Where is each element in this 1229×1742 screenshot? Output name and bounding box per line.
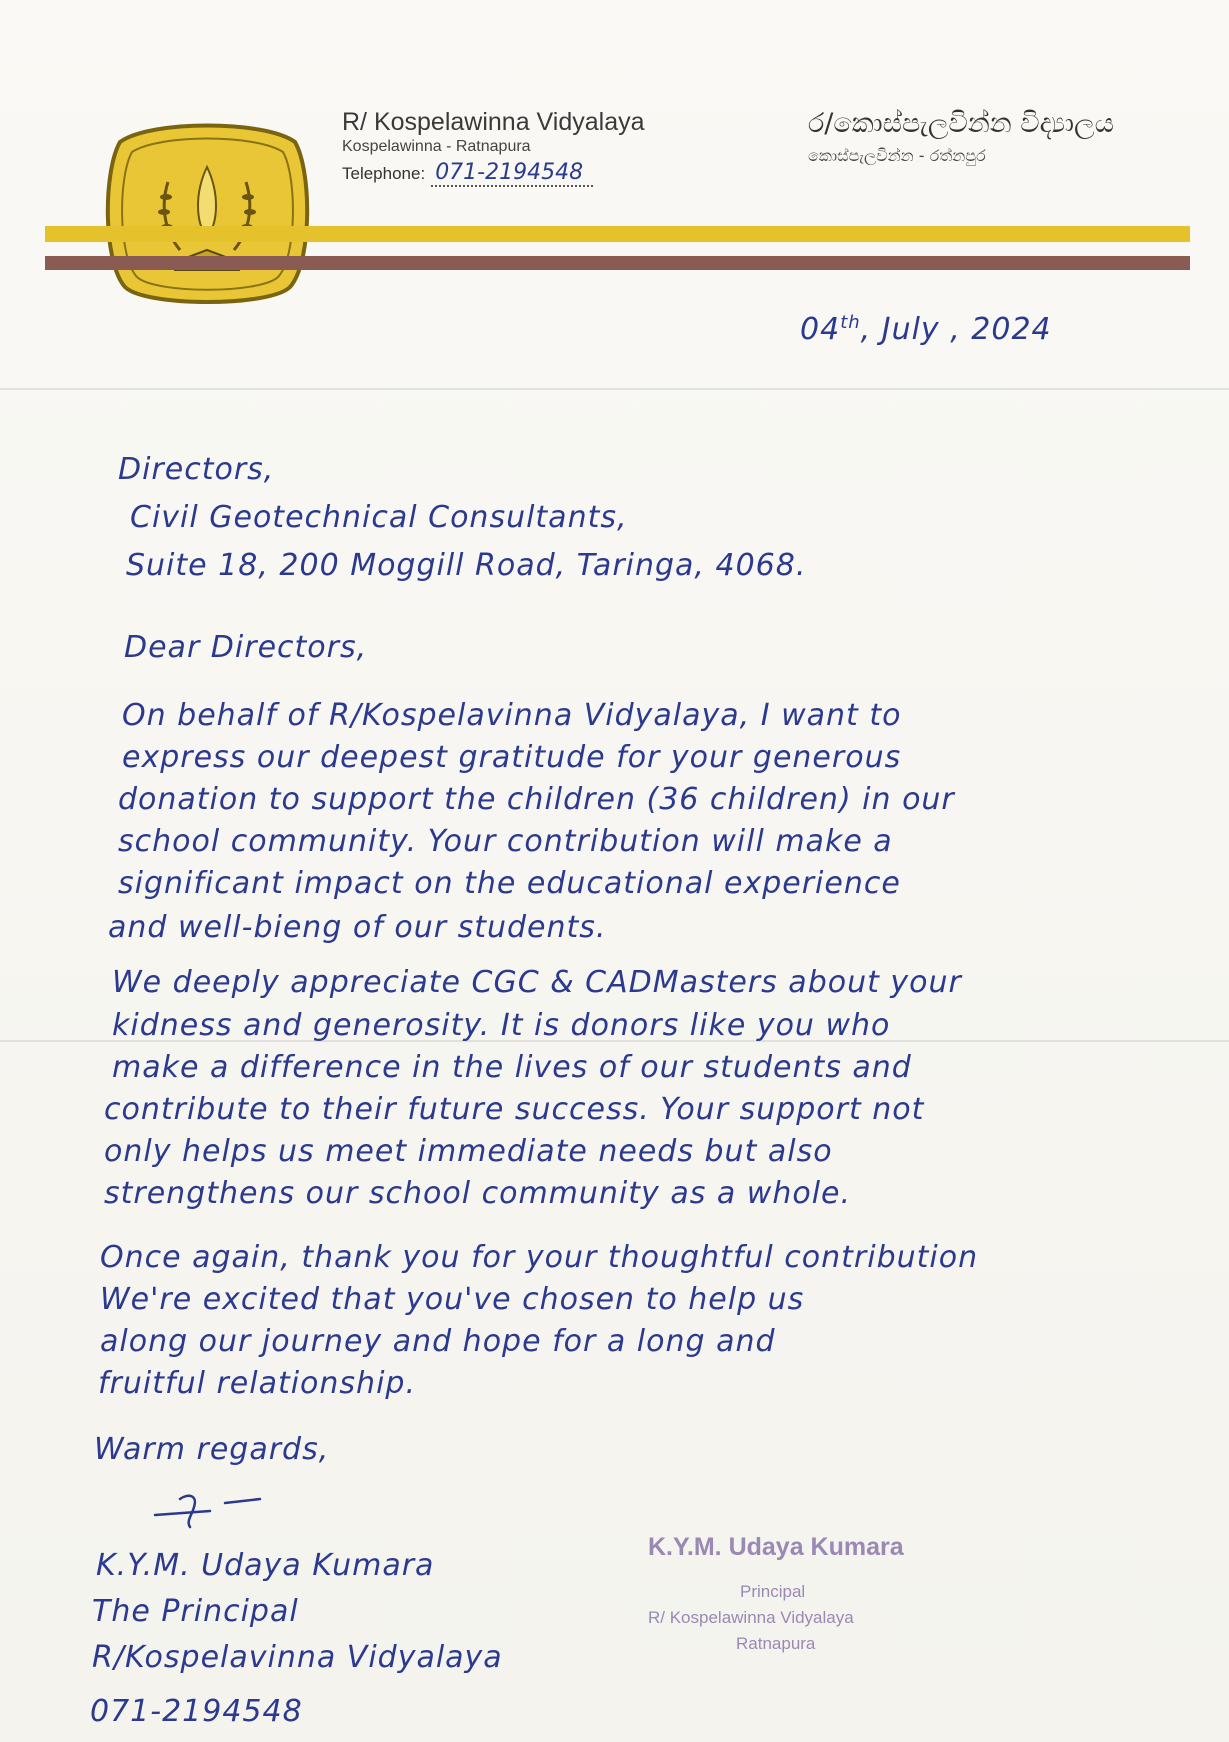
body-line: make a difference in the lives of our students and <box>112 1050 912 1085</box>
handwritten-signature <box>150 1485 330 1530</box>
body-line: along our journey and hope for a long and <box>100 1324 776 1359</box>
signoff-phone: 071-2194548 <box>90 1694 303 1729</box>
recipient-line: Civil Geotechnical Consultants, <box>130 500 628 535</box>
signoff-title: The Principal <box>92 1594 299 1629</box>
stamp-town: Ratnapura <box>736 1634 816 1653</box>
body-line: school community. Your contribution will make a <box>118 824 893 859</box>
closing: Warm regards, <box>94 1432 330 1467</box>
body-line: strengthens our school community as a whole. <box>104 1176 852 1211</box>
signoff-name: K.Y.M. Udaya Kumara <box>96 1548 435 1583</box>
telephone-value: 071-2194548 <box>431 160 593 187</box>
body-line: only helps us meet immediate needs but also <box>104 1134 833 1169</box>
letterhead-gold-bar <box>45 226 1190 242</box>
body-line: contribute to their future success. Your support not <box>104 1092 925 1127</box>
body-line: kidness and generosity. It is donors like you who <box>112 1008 891 1043</box>
signoff-school: R/Kospelavinna Vidyalaya <box>92 1640 503 1675</box>
body-line: significant impact on the educational experience <box>118 866 901 901</box>
body-line: express our deepest gratitude for your generous <box>122 740 902 775</box>
school-name-english: R/ Kospelawinna Vidyalaya <box>342 108 645 136</box>
date-suffix: th <box>840 312 861 333</box>
school-name-sinhala: ර/කොස්පැලවින්න විද්‍යාලය <box>808 108 1114 139</box>
body-line: and well-bieng of our students. <box>108 910 607 945</box>
stamp-title: Principal <box>740 1582 806 1601</box>
school-crest-logo <box>100 112 315 317</box>
letterhead-brown-bar <box>45 256 1190 270</box>
stamp-name: K.Y.M. Udaya Kumara <box>648 1533 904 1561</box>
body-line: fruitful relationship. <box>98 1366 416 1401</box>
recipient-line: Directors, <box>118 452 275 487</box>
body-line: On behalf of R/Kospelavinna Vidyalaya, I want to <box>122 698 902 733</box>
telephone-label: Telephone: <box>342 164 426 183</box>
body-line: We deeply appreciate CGC & CADMasters about your <box>112 965 962 1000</box>
date-day: 04 <box>800 312 841 347</box>
stamp-school: R/ Kospelawinna Vidyalaya <box>648 1608 854 1627</box>
school-place-english: Kospelawinna - Ratnapura <box>342 138 531 155</box>
paper-fold <box>0 388 1229 390</box>
letter-date <box>800 312 1052 347</box>
telephone-line <box>342 160 593 187</box>
school-place-sinhala: කොස්පැලවින්න - රත්නපුර <box>808 146 986 165</box>
body-line: Once again, thank you for your thoughtful contribution <box>100 1240 979 1275</box>
salutation: Dear Directors, <box>124 630 368 665</box>
recipient-line: Suite 18, 200 Moggill Road, Taringa, 4068. <box>126 548 807 583</box>
body-line: We're excited that you've chosen to help us <box>100 1282 805 1317</box>
body-line: donation to support the children (36 children) in our <box>118 782 955 817</box>
date-rest: , July , 2024 <box>860 312 1052 347</box>
